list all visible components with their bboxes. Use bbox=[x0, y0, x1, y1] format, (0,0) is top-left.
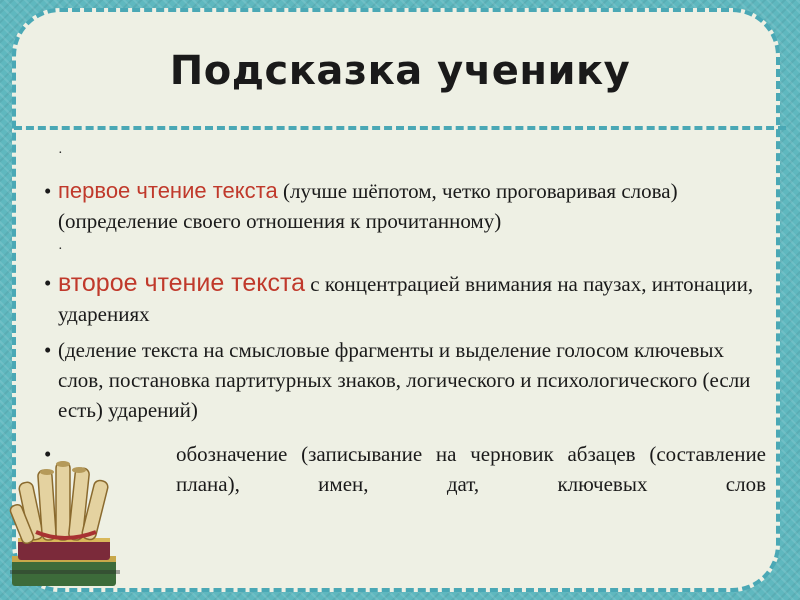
dot-marker: · bbox=[58, 146, 63, 161]
dot-marker: · bbox=[58, 242, 63, 257]
item-highlight: первое чтение текста bbox=[58, 178, 278, 203]
hint-list bbox=[36, 140, 766, 499]
bullet: • bbox=[44, 271, 52, 295]
item-highlight: второе чтение текста bbox=[58, 269, 306, 297]
books-scrolls-icon bbox=[6, 452, 126, 592]
list-item-second-reading bbox=[36, 268, 766, 329]
list-item-text-division bbox=[36, 335, 766, 425]
item-text: с концентрацией внимания на паузах, интонации, ударениях bbox=[58, 272, 754, 326]
item-text: (деление текста на смысловые фрагменты и выделение голосом ключевых слов, постановка партитурных знаков, логического и психологического (если есть) ударений) bbox=[58, 338, 751, 422]
item-text: обозначение (записывание на черновик абзацев (составление плана), имен, дат, ключевых слов bbox=[176, 442, 766, 496]
list-item-first-reading bbox=[36, 176, 766, 236]
dashed-divider bbox=[14, 126, 786, 130]
list-item-designation bbox=[36, 439, 766, 499]
page-title: Подсказка ученику bbox=[169, 48, 631, 94]
item-text: (лучше шёпотом, четко проговаривая слова) (определение своего отношения к прочитанному) bbox=[58, 179, 678, 233]
bullet: • bbox=[44, 338, 52, 362]
bullet: • bbox=[44, 179, 52, 203]
bullet: • bbox=[44, 442, 52, 466]
